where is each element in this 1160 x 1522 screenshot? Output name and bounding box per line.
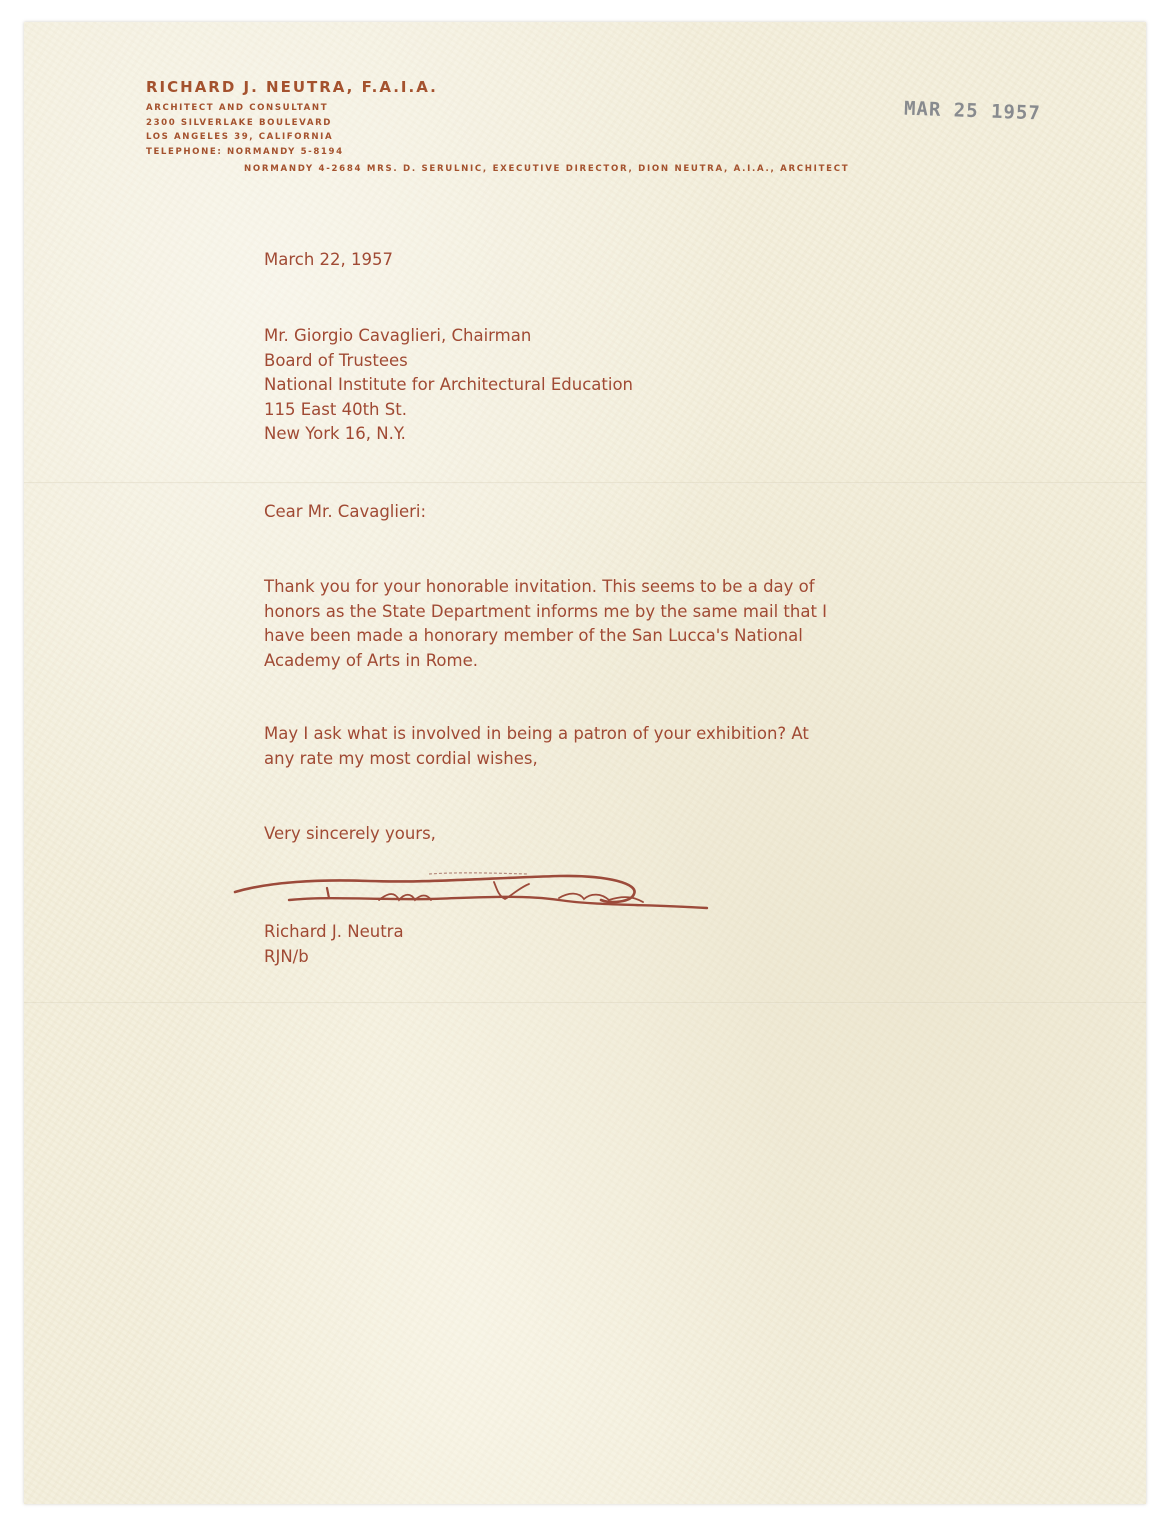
closing: Very sincerely yours, bbox=[264, 824, 436, 843]
handwritten-signature bbox=[229, 852, 729, 922]
letterhead-city: LOS ANGELES 39, CALIFORNIA bbox=[146, 132, 334, 142]
paragraph-1 bbox=[264, 575, 827, 673]
paragraph-2-line: May I ask what is involved in being a patron of your exhibition? At bbox=[264, 724, 809, 743]
signer-name: Richard J. Neutra bbox=[264, 922, 404, 941]
recipient-street: 115 East 40th St. bbox=[264, 399, 407, 419]
letterhead-street: 2300 SILVERLAKE BOULEVARD bbox=[146, 117, 333, 128]
letterhead-telephone: TELEPHONE: NORMANDY 5-8194 bbox=[146, 146, 344, 157]
typist-initials: RJN/b bbox=[264, 947, 309, 966]
received-date-stamp: MAR 25 1957 bbox=[903, 97, 1042, 125]
paper-fold bbox=[24, 1002, 1146, 1004]
paragraph-2 bbox=[264, 722, 809, 771]
letterhead-title: ARCHITECT AND CONSULTANT bbox=[146, 103, 329, 113]
letterhead-staff-line: NORMANDY 4-2684 MRS. D. SERULNIC, EXECUTIVE DIRECTOR, DION NEUTRA, A.I.A., ARCHITECT bbox=[244, 164, 850, 174]
paragraph-1-line: honors as the State Department informs me by the same mail that I bbox=[264, 601, 828, 621]
paragraph-1-line: Academy of Arts in Rome. bbox=[264, 650, 478, 670]
recipient-board: Board of Trustees bbox=[264, 350, 408, 370]
recipient-name: Mr. Giorgio Cavaglieri, Chairman bbox=[264, 326, 532, 345]
letterhead bbox=[146, 78, 438, 159]
letter-paper bbox=[24, 22, 1146, 1504]
paragraph-1-line: have been made a honorary member of the San Lucca's National bbox=[264, 626, 803, 645]
paragraph-2-line: any rate my most cordial wishes, bbox=[264, 748, 538, 768]
paper-fold bbox=[24, 482, 1146, 484]
paragraph-1-line: Thank you for your honorable invitation. This seems to be a day of bbox=[264, 577, 815, 596]
recipient-institute: National Institute for Architectural Education bbox=[264, 375, 634, 394]
recipient-address bbox=[264, 324, 633, 447]
salutation: Cear Mr. Cavaglieri: bbox=[264, 502, 427, 521]
recipient-city: New York 16, N.Y. bbox=[264, 424, 406, 443]
letterhead-name: RICHARD J. NEUTRA, F.A.I.A. bbox=[146, 78, 438, 96]
letter-date: March 22, 1957 bbox=[264, 250, 394, 269]
